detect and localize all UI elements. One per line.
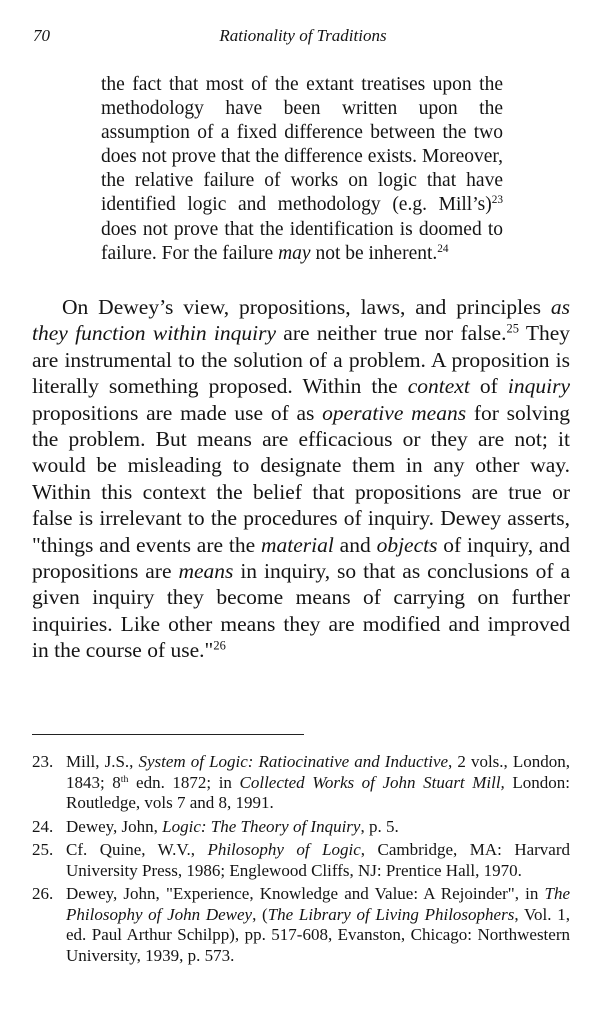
footnote-25 [32,840,570,881]
footnote-title: Philosophy of Logic [207,840,361,859]
footnote-title: Logic: The Theory of Inquiry [162,816,361,836]
footnote-text: London: Routledge, vols 7 and 8, 1991. [66,772,570,812]
para-emphasis: means [178,559,234,584]
para-text: propositions are made use of as [32,400,323,425]
quote-emphasis: may [278,242,311,264]
running-title: Rationality of Traditions [219,26,387,45]
footnote-title: Collected Works of John Stuart Mill, [239,772,505,792]
footnote-23 [32,752,570,814]
para-emphasis: inquiry [507,374,570,399]
footnote-title: The Library of Living Philosophers [267,904,515,924]
body-paragraph [32,294,570,664]
footnote-26 [32,884,570,966]
footnote-ref-24: 24 [437,242,449,255]
para-emphasis: as they function within inquiry [32,295,570,346]
footnote-text: Dewey, John, [66,816,163,836]
quote-text: not be inherent. [310,242,438,264]
footnote-text: , ( [252,904,268,924]
para-emphasis: operative means [322,400,467,425]
footnote-text: , p. 5. [360,816,399,836]
footnote-divider [32,734,304,735]
footnote-number: 24. [32,816,54,836]
footnote-number: 23. [32,752,54,771]
footnote-number: 25. [32,840,54,859]
para-text: of inquiry, and propositions are [32,532,571,584]
footnote-title: The Philosophy of John Dewey [66,884,570,924]
footnote-text: , Vol. 1, ed. Paul Arthur Schilpp), pp. 517-608, Evanston, Chicago: Northwestern University, 1939, p. 573. [66,904,570,965]
footnote-text: , Cambridge, MA: Harvard University Press, 1986; Englewood Cliffs, NJ: Prentice Hall, 1970. [66,840,571,880]
footnote-ref-23: 23 [491,194,503,207]
para-text: They are instrumental to the solution of a problem. A proposition is literally something proposed. Within the [32,321,570,399]
footnote-number: 26. [32,884,54,903]
para-text: for solving the problem. But means are efficacious or they are not; it would be misleading to designate them in any other way. Within this context the belief that propositions are true or false is irrelevant to the procedures of inquiry. Dewey asserts, "things and events are the [32,400,570,557]
page-header [33,26,573,50]
ordinal-suffix: th [120,773,129,785]
footnote-text: Dewey, John, "Experience, Knowledge and Value: A Rejoinder", in [66,884,545,903]
quote-text: the fact that most of the extant treatises upon the methodology have been written upon the assumption of a fixed difference between the two does not prove that the difference exists. Moreover, the relative failure of works on logic that have identified logic and methodology (e.g. Mill’s) [101,74,503,216]
para-emphasis: context [407,374,470,399]
para-emphasis: material [260,532,334,557]
para-text: are neither true nor false. [276,321,507,346]
footnotes [32,752,570,969]
block-quote [101,73,503,266]
para-text: of [469,374,508,399]
page-number: 70 [33,26,50,45]
footnote-text: Mill, J.S., [66,752,139,771]
para-text: in inquiry, so that as conclusions of a given inquiry they become means of carrying on further inquiries. Like other means they are modified and improved in the course of use." [32,559,570,663]
footnote-text: , 2 vols., London, 1843; 8 [66,752,570,792]
para-text: and [333,532,377,557]
para-emphasis: objects [376,532,438,557]
footnote-ref-26: 26 [213,638,226,653]
footnote-title: System of Logic: Ratiocinative and Inductive [138,752,449,771]
footnote-text: edn. 1872; in [128,772,240,792]
quote-text: does not prove that the identification is doomed to failure. For the failure [101,218,503,264]
footnote-text: Cf. Quine, W.V., [66,840,208,859]
para-text: On Dewey’s view, propositions, laws, and principles [62,295,551,319]
footnote-ref-25: 25 [506,321,519,336]
footnote-24 [32,817,570,838]
